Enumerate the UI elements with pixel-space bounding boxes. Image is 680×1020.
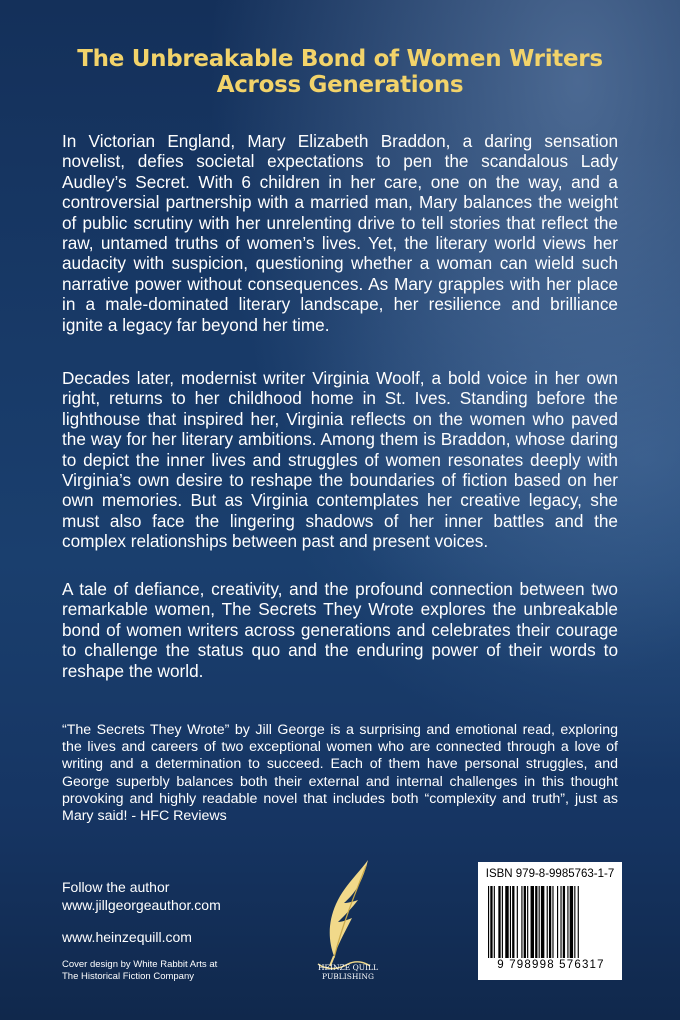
barcode-bar xyxy=(494,886,495,958)
barcode-bar xyxy=(541,886,544,958)
barcode-bar xyxy=(549,886,551,958)
barcode-bar xyxy=(574,886,575,958)
barcode-bar xyxy=(563,886,565,958)
barcode-bar xyxy=(557,886,558,958)
barcode-bar xyxy=(527,886,528,958)
credit-line-1: Cover design by White Rabbit Arts at xyxy=(62,959,218,970)
isbn-label: ISBN 979-8-9985763-1-7 xyxy=(485,868,615,880)
barcode-bars xyxy=(488,886,612,958)
back-cover-title xyxy=(0,46,680,98)
follow-author-label: Follow the author xyxy=(62,879,170,895)
barcode-bar xyxy=(539,886,540,958)
blurb-paragraph-3: A tale of defiance, creativity, and the profound connection between two remarkable women, The Secrets They Wrote explores the unbreakable bond of women writers across generations and celebrates their courage to challenge the status quo and the enduring power of their words to reshape the world. xyxy=(62,579,618,681)
cover-design-credit xyxy=(62,959,217,982)
barcode-bar xyxy=(547,886,548,958)
title-line-2: Across Generations xyxy=(216,72,464,98)
title-line-1: The Unbreakable Bond of Women Writers xyxy=(77,46,603,72)
barcode-bar xyxy=(552,886,553,958)
barcode-bar xyxy=(502,886,503,958)
blurb-paragraph-2: Decades later, modernist writer Virginia Woolf, a bold voice in her own right, returns to her childhood home in St. Ives. Standing before the lighthouse that inspired her, Virginia reflects on the women who paved the way for her literary ambitions. Among them is Braddon, whose daring to depict the inner lives and struggles of women resonates deeply with Virginia’s own desire to reshape the boundaries of fiction based on her own memories. But as Virginia contemplates her creative legacy, she must also face the lingering shadows of her inner battles and the complex relationships between past and present voices. xyxy=(62,368,618,552)
barcode-bar xyxy=(498,886,500,958)
barcode-bar xyxy=(567,886,568,958)
barcode-bar xyxy=(521,886,522,958)
credit-line-2: The Historical Fiction Company xyxy=(62,970,194,982)
publisher-sub: PUBLISHING xyxy=(322,972,374,981)
barcode-bar xyxy=(570,886,573,958)
publisher-website-link[interactable]: www.heinzequill.com xyxy=(62,929,192,945)
barcode-bar xyxy=(531,886,534,958)
barcode-bar xyxy=(490,886,492,958)
review-quote: “The Secrets They Wrote” by Jill George is a surprising and emotional read, exploring the lives and careers of two exceptional women who are connected through a love of writing and a determination to succeed. Each of them have personal struggles, and George superbly balances both their external and internal challenges in this thought provoking and highly readable novel that includes both “complexity and truth”, just as Mary said! - HFC Reviews xyxy=(62,722,618,825)
barcode-number: 9 798998 576317 xyxy=(497,959,605,971)
publisher-name: HEINZE QUILL xyxy=(317,963,378,972)
barcode-bar xyxy=(578,886,579,958)
barcode-bar xyxy=(517,886,518,958)
author-website-link[interactable]: www.jillgeorgeauthor.com xyxy=(62,897,221,913)
blurb-paragraph-1: In Victorian England, Mary Elizabeth Braddon, a daring sensation novelist, defies societal expectations to pen the scandalous Lady Audley’s Secret. With 6 children in her care, one on the way, and a controversial partnership with a married man, Mary balances the weight of public scrutiny with her unrelenting drive to tell stories that reflect the raw, untamed truths of women’s lives. Yet, the literary world views her audacity with suspicion, questioning whether a woman can wield such narrative power without consequences. As Mary grapples with her place in a male-dominated literary landscape, her resilience and brilliance ignite a legacy far beyond her time. xyxy=(62,131,618,335)
barcode-bar xyxy=(512,886,514,958)
isbn-barcode xyxy=(478,862,622,980)
barcode-bar xyxy=(535,886,537,958)
barcode-bar xyxy=(560,886,561,958)
barcode-bar xyxy=(524,886,526,958)
barcode-bar xyxy=(510,886,511,958)
barcode-bar xyxy=(488,886,489,958)
barcode-bar xyxy=(505,886,508,958)
